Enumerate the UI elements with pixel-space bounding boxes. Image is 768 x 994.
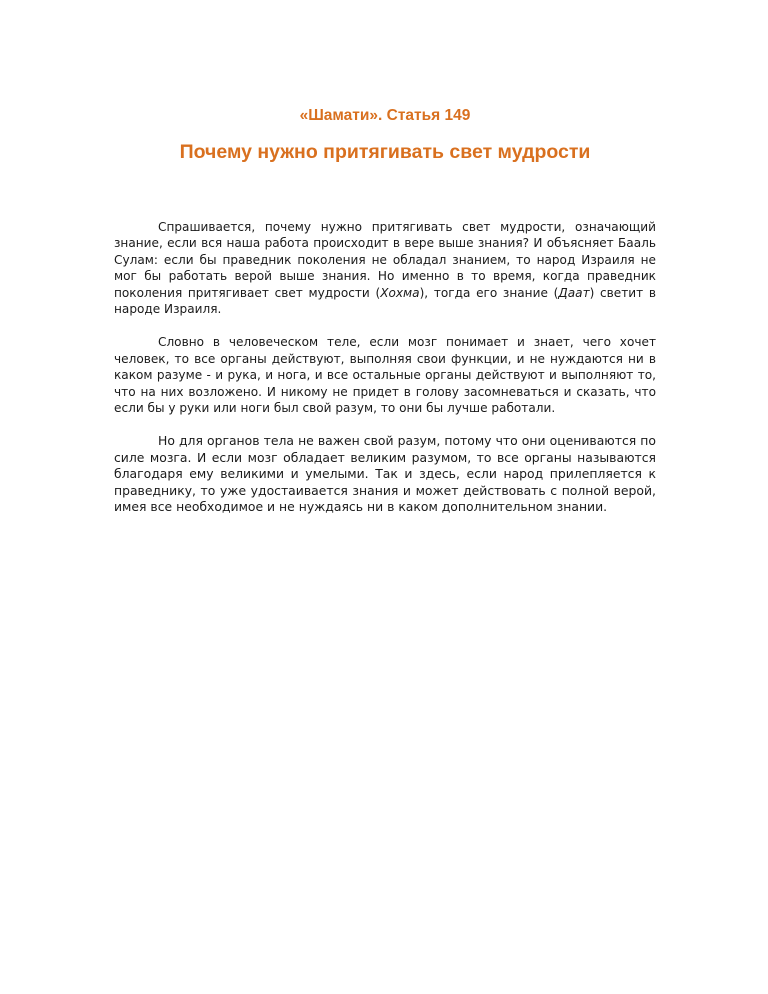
term-hochma: Хохма — [380, 285, 420, 300]
document-title: Почему нужно притягивать свет мудрости — [179, 141, 591, 163]
paragraph-1-text-c: ) светит в народе Израиля. — [114, 285, 656, 317]
paragraph-1-text-b: ), тогда его знание ( — [419, 285, 559, 300]
paragraph-1 — [114, 219, 656, 317]
document-subtitle: «Шамати». Статья 149 — [299, 107, 471, 124]
paragraph-1-text-a: Спрашивается, почему нужно притягивать свет мудрости, означающий знание, если вся наша работа происходит в вере выше знания? И объясняет Бааль Сулам: если бы праведник поколения не обладал знанием, то народ Израиля не мог бы работать верой выше знания. Но именно в то время, когда праведник поколения притягивает свет мудрости ( — [114, 220, 656, 300]
paragraph-3: Но для органов тела не важен свой разум, потому что они оцениваются по силе мозга. И если мозг обладает великим разумом, то все органы называются благодаря ему великими и умелыми. Так и здесь, если народ прилепляется к праведнику, то уже удостаивается знания и может действовать с полной верой, имея все необходимое и не нуждаясь ни в каком дополнительном знании. — [114, 433, 656, 515]
term-daat: Даат — [558, 285, 590, 300]
document-body — [114, 219, 656, 533]
paragraph-2: Словно в человеческом теле, если мозг понимает и знает, чего хочет человек, то все органы действуют, выполняя свои функции, и не нуждаются ни в каком разуме - и рука, и нога, и все остальные органы действуют и выполняют то, что на них возложено. И никому не придет в голову засомневаться и сказать, что если бы у руки или ноги был свой разум, то они бы лучше работали. — [114, 335, 656, 416]
